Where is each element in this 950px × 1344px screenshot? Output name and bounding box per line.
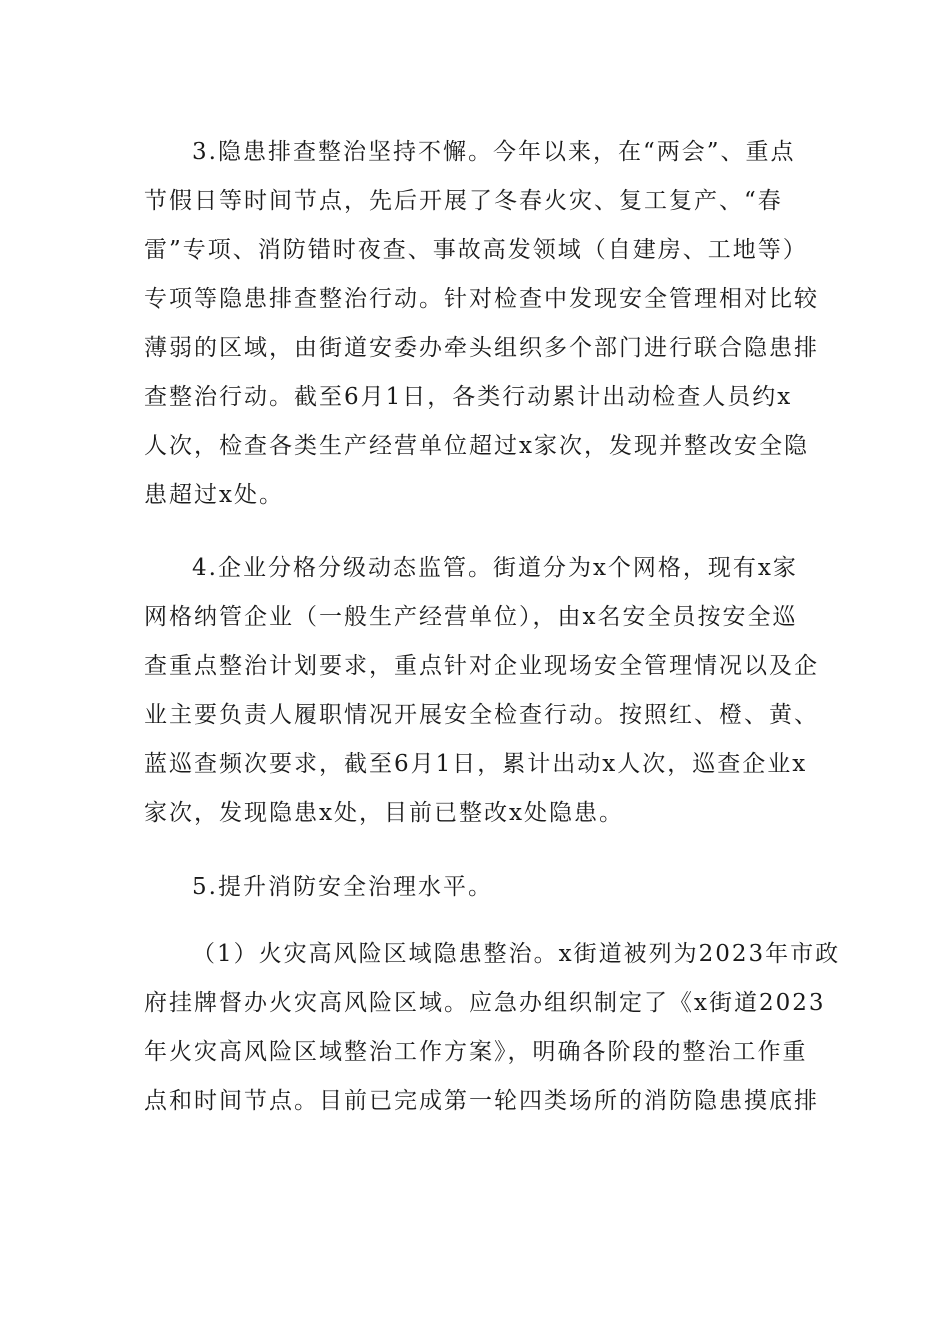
text-line: 蓝巡查频次要求，截至6月1日，累计出动x人次，巡查企业x [144, 751, 808, 777]
text-line: 查整治行动。截至6月1日，各类行动累计出动检查人员约x [144, 384, 793, 410]
text-line: 3.隐患排查整治坚持不懈。今年以来，在“两会”、重点 [192, 139, 796, 165]
text-line: 府挂牌督办火灾高风险区域。应急办组织制定了《x街道2023 [144, 990, 826, 1016]
text-line: 节假日等时间节点，先后开展了冬春火灾、复工复产、“春 [144, 188, 783, 214]
section-heading: 5.提升消防安全治理水平。 [192, 874, 493, 900]
text-line: 专项等隐患排查整治行动。针对检查中发现安全管理相对比较 [144, 286, 819, 312]
text-line: 年火灾高风险区域整治工作方案》，明确各阶段的整治工作重 [144, 1039, 808, 1065]
text-line: 患超过x处。 [144, 482, 284, 508]
text-line: 雷”专项、消防错时夜查、事故高发领域（自建房、工地等） [144, 237, 808, 263]
text-line: （1）火灾高风险区域隐患整治。x街道被列为2023年市政 [192, 941, 841, 967]
text-line: 查重点整治计划要求，重点针对企业现场安全管理情况以及企 [144, 653, 819, 679]
text-line: 人次，检查各类生产经营单位超过x家次，发现并整改安全隐 [144, 433, 809, 459]
text-line: 点和时间节点。目前已完成第一轮四类场所的消防隐患摸底排 [144, 1088, 819, 1114]
text-line: 网格纳管企业（一般生产经营单位），由x名安全员按安全巡 [144, 604, 798, 630]
text-line: 家次，发现隐患x处，目前已整改x处隐患。 [144, 800, 624, 826]
text-line: 业主要负责人履职情况开展安全检查行动。按照红、橙、黄、 [144, 702, 819, 728]
text-line: 薄弱的区域，由街道安委办牵头组织多个部门进行联合隐患排 [144, 335, 819, 361]
text-line: 4.企业分格分级动态监管。街道分为x个网格，现有x家 [192, 555, 798, 581]
